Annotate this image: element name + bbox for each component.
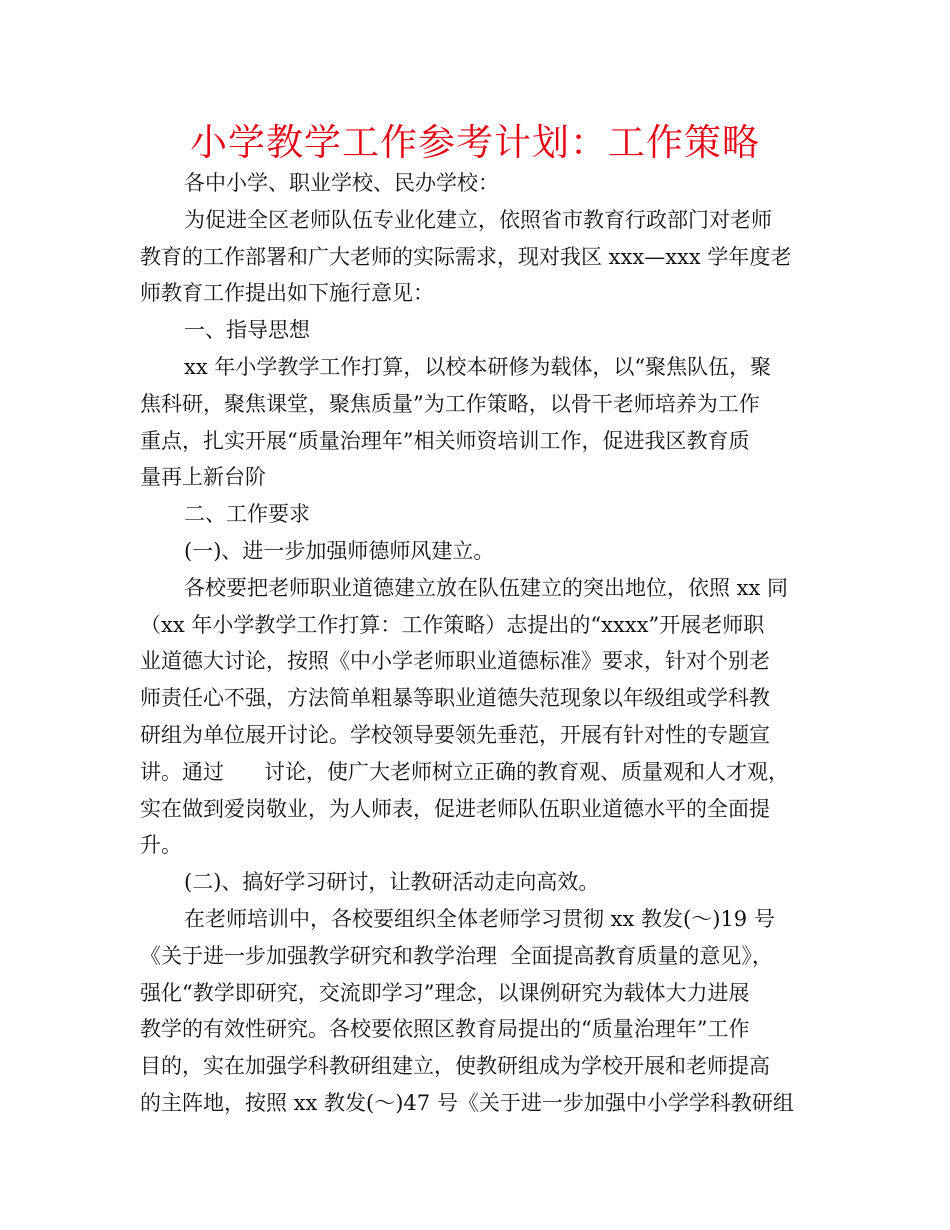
section-heading: 一、指导思想 [184, 318, 310, 343]
paragraph-line: 升。 [140, 833, 182, 858]
paragraph-line: 讲。通过 讨论，使广大老师树立正确的教育观、质量观和人才观， [140, 759, 790, 784]
section-heading: 二、工作要求 [184, 502, 310, 527]
paragraph-line: 教学的有效性研究。各校要依照区教育局提出的“质量治理年”工作 [140, 1017, 750, 1042]
paragraph-line: 各校要把老师职业道德建立放在队伍建立的突出地位，依照 xx 同 [184, 575, 789, 600]
paragraph-line: 强化“教学即研究，交流即学习”理念，以课例研究为载体大力进展 [140, 980, 750, 1005]
paragraph-line: 师教育工作提出如下施行意见： [140, 281, 434, 306]
paragraph-line: （xx 年小学教学工作打算：工作策略）志提出的“xxxx”开展老师职 [140, 612, 765, 637]
paragraph-line: 在老师培训中，各校要组织全体老师学习贯彻 xx 教发(～)19 号 [184, 906, 775, 931]
document-body [140, 165, 812, 1122]
paragraph-line: 《关于进一步加强教学研究和教学治理 全面提高教育质量的意见》， [140, 943, 773, 968]
paragraph-line: 的主阵地，按照 xx 教发(～)47 号《关于进一步加强中小学学科教研组 [140, 1090, 794, 1115]
paragraph-line: 业道德大讨论，按照《中小学老师职业道德标准》要求，针对个别老 [140, 649, 770, 674]
paragraph-line: 目的，实在加强学科教研组建立，使教研组成为学校开展和老师提高 [140, 1054, 770, 1079]
paragraph-line: xx 年小学教学工作打算，以校本研修为载体，以“聚焦队伍，聚 [184, 354, 772, 379]
paragraph-line: 重点，扎实开展“质量治理年”相关师资培训工作，促进我区教育质 [140, 428, 750, 453]
paragraph-line: 研组为单位展开讨论。学校领导要领先垂范，开展有针对性的专题宣 [140, 722, 770, 747]
paragraph-line: 师责任心不强，方法简单粗暴等职业道德失范现象以年级组或学科教 [140, 686, 770, 711]
paragraph-line: 实在做到爱岗敬业，为人师表，促进老师队伍职业道德水平的全面提 [140, 796, 770, 821]
paragraph-line: 量再上新台阶 [140, 465, 266, 490]
paragraph-line: 为促进全区老师队伍专业化建立，依照省市教育行政部门对老师 [184, 207, 772, 232]
paragraph-line: 焦科研，聚焦课堂，聚焦质量”为工作策略，以骨干老师培养为工作 [140, 391, 760, 416]
document-title: 小学教学工作参考计划：工作策略 [190, 121, 760, 164]
paragraph-line: 各中小学、职业学校、民办学校： [184, 171, 499, 195]
subsection-heading: (二)、搞好学习研讨，让教研活动走向高效。 [184, 870, 600, 895]
subsection-heading: (一)、进一步加强师德师风建立。 [184, 538, 495, 563]
paragraph-line: 教育的工作部署和广大老师的实际需求，现对我区 xxx—xxx 学年度老 [140, 244, 792, 269]
